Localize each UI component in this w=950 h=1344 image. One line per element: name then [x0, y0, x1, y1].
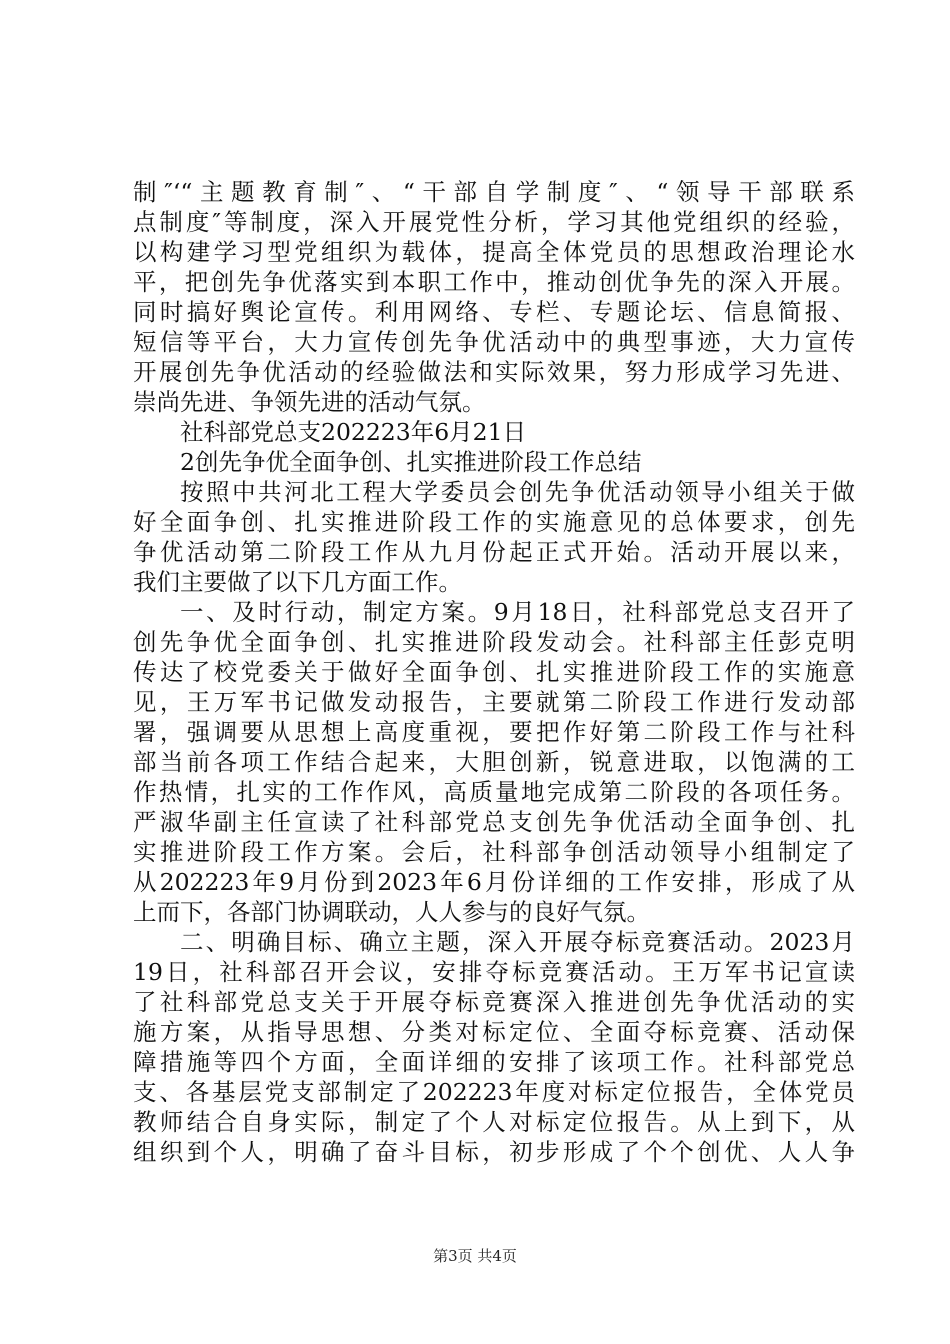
- text-line: 组织到个人，明确了奋斗目标，初步形成了个个创优、人人争: [133, 1138, 855, 1166]
- text-line: 二、明确目标、确立主题，深入开展夺标竞赛活动。2023月: [180, 928, 855, 956]
- text-line: 部当前各项工作结合起来，大胆创新，锐意进取，以饱满的工: [133, 748, 855, 776]
- text-line: 了社科部党总支关于开展夺标竞赛深入推进创先争优活动的实: [133, 988, 855, 1016]
- text-line: 以构建学习型党组织为载体，提高全体党员的思想政治理论水: [133, 238, 855, 266]
- text-line: 争优活动第二阶段工作从九月份起正式开始。活动开展以来，: [133, 538, 855, 566]
- text-line: 同时搞好舆论宣传。利用网络、专栏、专题论坛、信息简报、: [133, 298, 855, 326]
- text-line: 好全面争创、扎实推进阶段工作的实施意见的总体要求，创先: [133, 508, 855, 536]
- text-line: 开展创先争优活动的经验做法和实际效果，努力形成学习先进、: [133, 358, 855, 386]
- text-line: 点制度″等制度，深入开展党性分析，学习其他党组织的经验，: [133, 208, 855, 236]
- text-line: 施方案，从指导思想、分类对标定位、全面夺标竞赛、活动保: [133, 1018, 855, 1046]
- text-line: 作热情，扎实的工作作风，高质量地完成第二阶段的各项任务。: [133, 778, 855, 806]
- body-text: [133, 177, 855, 1167]
- text-line: 教师结合自身实际，制定了个人对标定位报告。从上到下，从: [133, 1108, 855, 1136]
- text-line: 2创先争优全面争创、扎实推进阶段工作总结: [180, 448, 642, 476]
- text-line: 传达了校党委关于做好全面争创、扎实推进阶段工作的实施意: [133, 658, 855, 686]
- text-line: 署，强调要从思想上高度重视，要把作好第二阶段工作与社科: [133, 718, 855, 746]
- text-line: 见，王万军书记做发动报告，主要就第二阶段工作进行发动部: [133, 688, 855, 716]
- text-line: 崇尚先进、争领先进的活动气氛。: [133, 388, 486, 416]
- text-line: 制″‘“主题教育制″、“干部自学制度″、“领导干部联系: [133, 178, 855, 206]
- text-line: 短信等平台，大力宣传创先争优活动中的典型事迹，大力宣传: [133, 328, 855, 356]
- page-footer: 第3页 共4页: [433, 1247, 517, 1265]
- text-line: 上而下，各部门协调联动，人人参与的良好气氛。: [133, 898, 650, 926]
- text-line: 我们主要做了以下几方面工作。: [133, 568, 462, 596]
- text-line: 支、各基层党支部制定了202223年度对标定位报告，全体党员: [133, 1078, 855, 1106]
- text-line: 19日，社科部召开会议，安排夺标竞赛活动。王万军书记宣读: [133, 958, 855, 986]
- text-line: 按照中共河北工程大学委员会创先争优活动领导小组关于做: [180, 478, 855, 506]
- text-line: 一、及时行动，制定方案。9月18日，社科部党总支召开了: [180, 598, 855, 626]
- text-line: 创先争优全面争创、扎实推进阶段发动会。社科部主任彭克明: [133, 628, 855, 656]
- text-line: 实推进阶段工作方案。会后，社科部争创活动领导小组制定了: [133, 838, 855, 866]
- text-line: 从202223年9月份到2023年6月份详细的工作安排，形成了从: [133, 868, 855, 896]
- text-line: 严淑华副主任宣读了社科部党总支创先争优活动全面争创、扎: [133, 808, 855, 836]
- text-line: 平，把创先争优落实到本职工作中，推动创优争先的深入开展。: [133, 268, 855, 296]
- text-line: 障措施等四个方面，全面详细的安排了该项工作。社科部党总: [133, 1048, 855, 1076]
- text-line: 社科部党总支202223年6月21日: [180, 418, 527, 446]
